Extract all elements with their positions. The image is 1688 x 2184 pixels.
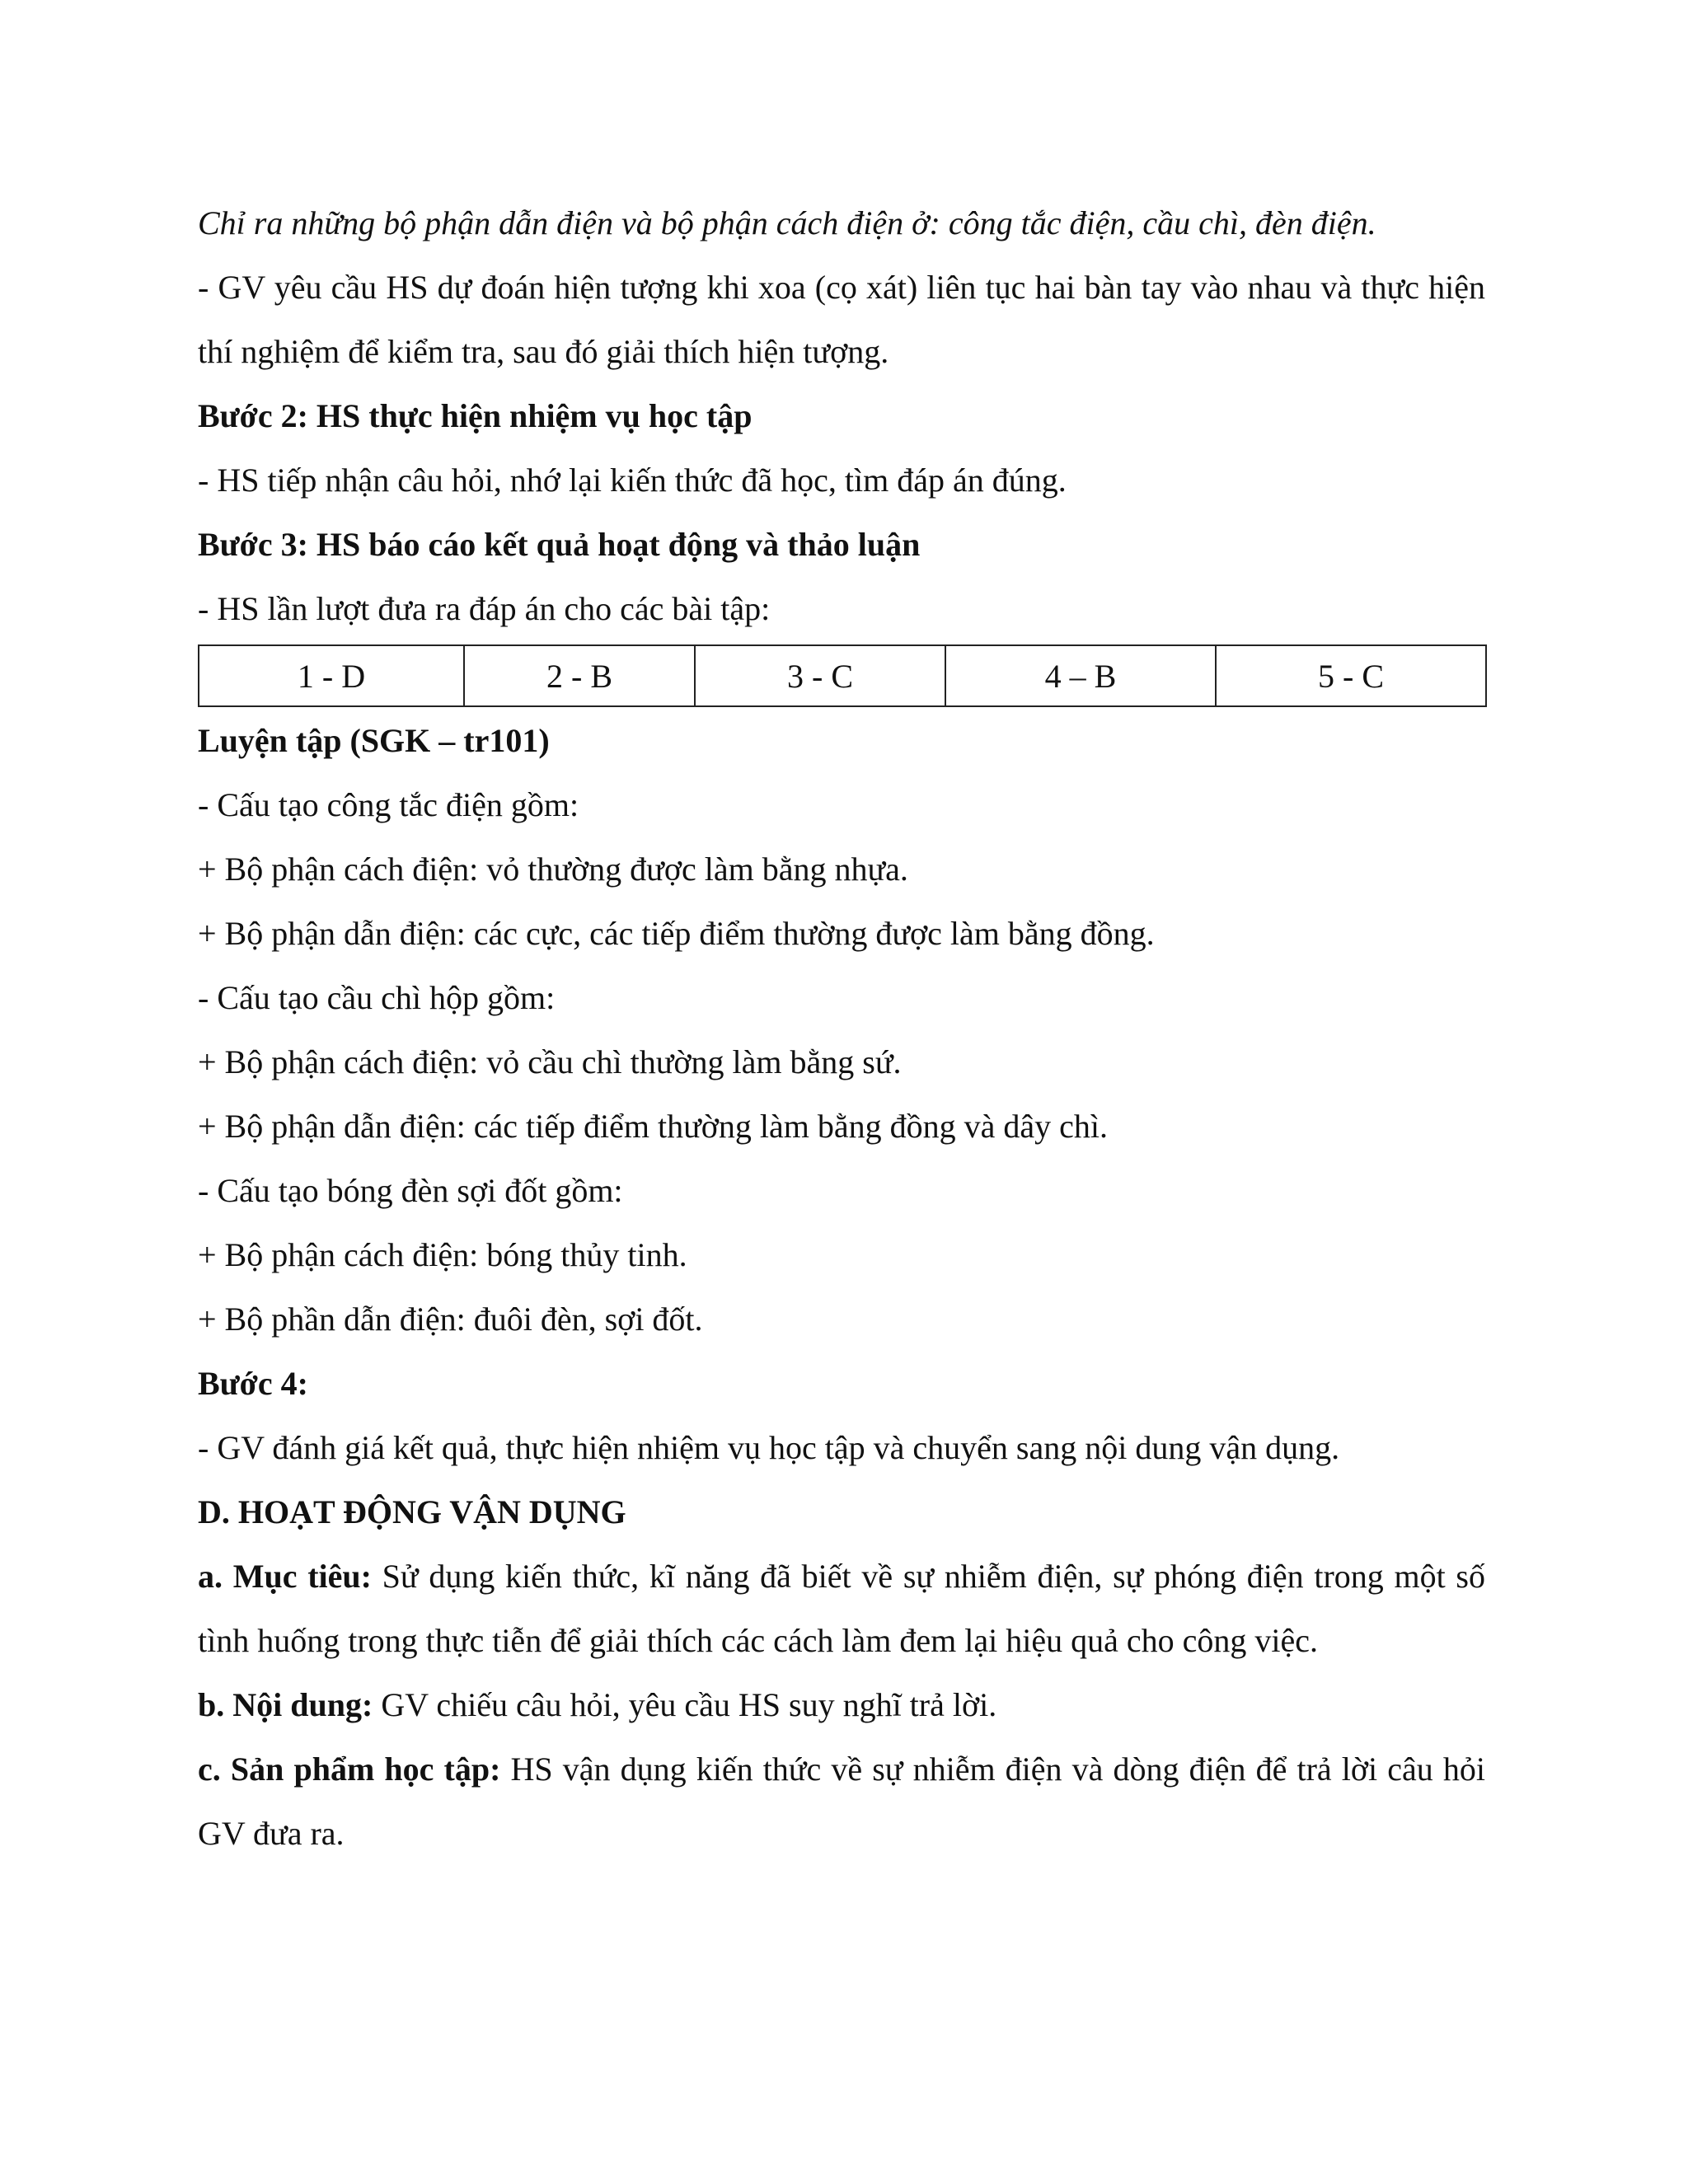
step3-text: - HS lần lượt đưa ra đáp án cho các bài tập: bbox=[198, 590, 771, 627]
answer-cell-2: 2 - B bbox=[464, 645, 695, 706]
task-predict-paragraph: - GV yêu cầu HS dự đoán hiện tượng khi xoa (cọ xát) liên tục hai bàn tay vào nhau và thực hiện thí nghiệm để kiểm tra, sau đó giải thích hiện tượng. bbox=[198, 269, 1485, 370]
product-text: HS vận dụng kiến thức về sự nhiễm điện và dòng điện để trả lời câu hỏi GV đưa ra. bbox=[198, 1750, 1485, 1852]
answer-cell-5: 5 - C bbox=[1216, 645, 1486, 706]
practice-line: - Cấu tạo cầu chì hộp gồm: bbox=[198, 979, 556, 1016]
content-paragraph bbox=[198, 1673, 1485, 1737]
italic-instruction: Chỉ ra những bộ phận dẫn điện và bộ phận cách điện ở: công tắc điện, cầu chì, đèn điện. bbox=[198, 204, 1376, 241]
product-label: c. Sản phẩm học tập: bbox=[198, 1750, 501, 1788]
practice-line: - Cấu tạo bóng đèn sợi đốt gồm: bbox=[198, 1172, 623, 1209]
practice-line: + Bộ phận dẫn điện: các cực, các tiếp điểm thường được làm bằng đồng. bbox=[198, 915, 1155, 952]
step4-heading: Bước 4: bbox=[198, 1365, 308, 1402]
step2-heading: Bước 2: HS thực hiện nhiệm vụ học tập bbox=[198, 397, 753, 434]
answer-table bbox=[198, 644, 1487, 707]
practice-line: - Cấu tạo công tắc điện gồm: bbox=[198, 786, 579, 823]
answer-cell-3: 3 - C bbox=[695, 645, 945, 706]
practice-line: + Bộ phận cách điện: vỏ cầu chì thường làm bằng sứ. bbox=[198, 1043, 902, 1080]
section-d-heading: D. HOẠT ĐỘNG VẬN DỤNG bbox=[198, 1493, 626, 1530]
answer-cell-1: 1 - D bbox=[199, 645, 464, 706]
content-text: GV chiếu câu hỏi, yêu cầu HS suy nghĩ trả lời. bbox=[373, 1686, 997, 1723]
practice-line: + Bộ phận cách điện: vỏ thường được làm bằng nhựa. bbox=[198, 851, 908, 888]
step3-heading: Bước 3: HS báo cáo kết quả hoạt động và thảo luận bbox=[198, 526, 921, 563]
goal-paragraph bbox=[198, 1544, 1485, 1673]
practice-line: + Bộ phận dẫn điện: các tiếp điểm thường làm bằng đồng và dây chì. bbox=[198, 1108, 1109, 1145]
goal-text: Sử dụng kiến thức, kĩ năng đã biết về sự nhiễm điện, sự phóng điện trong một số tình huống trong thực tiễn để giải thích các cách làm đem lại hiệu quả cho công việc. bbox=[198, 1558, 1485, 1659]
table-row bbox=[199, 645, 1486, 706]
product-paragraph bbox=[198, 1737, 1485, 1866]
practice-line: + Bộ phần dẫn điện: đuôi đèn, sợi đốt. bbox=[198, 1301, 703, 1338]
step4-text: - GV đánh giá kết quả, thực hiện nhiệm vụ học tập và chuyển sang nội dung vận dụng. bbox=[198, 1429, 1340, 1466]
practice-line: + Bộ phận cách điện: bóng thủy tinh. bbox=[198, 1236, 687, 1273]
content-label: b. Nội dung: bbox=[198, 1686, 373, 1723]
document-page bbox=[198, 191, 1485, 1866]
practice-heading: Luyện tập (SGK – tr101) bbox=[198, 722, 550, 759]
goal-label: a. Mục tiêu: bbox=[198, 1558, 372, 1595]
step2-text: - HS tiếp nhận câu hỏi, nhớ lại kiến thức đã học, tìm đáp án đúng. bbox=[198, 462, 1067, 499]
answer-cell-4: 4 – B bbox=[945, 645, 1216, 706]
